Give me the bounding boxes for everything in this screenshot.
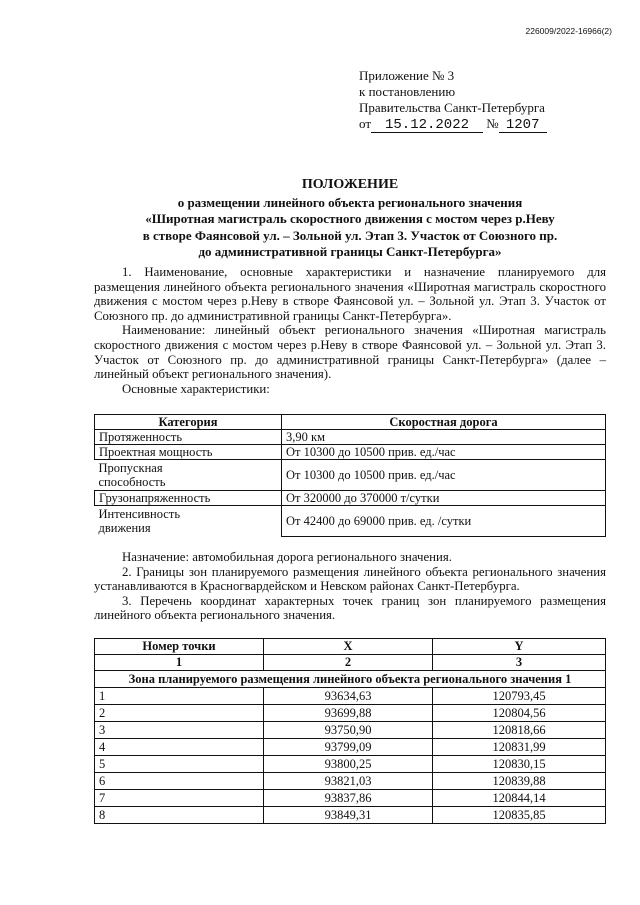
table-row [95, 756, 606, 773]
table-row [95, 430, 606, 445]
resolution-date: 15.12.2022 [371, 118, 483, 133]
paragraph-6: 3. Перечень координат характерных точек границ зон планируемого размещения линейного объекта регионального значения. [94, 593, 606, 623]
point-x: 93799,09 [264, 739, 433, 756]
title-heading: ПОЛОЖЕНИЕ [301, 177, 399, 192]
point-number: 1 [95, 688, 264, 705]
numbering-3: 3 [433, 655, 606, 671]
point-x: 93821,03 [264, 773, 433, 790]
table-row [95, 460, 606, 491]
table-row [95, 722, 606, 739]
document-title [60, 177, 640, 261]
table-row [95, 807, 606, 824]
point-x: 93800,25 [264, 756, 433, 773]
point-y: 120831,99 [433, 739, 606, 756]
title-line-4: до административной границы Санкт-Петербурга» [198, 244, 502, 259]
point-number: 6 [95, 773, 264, 790]
row-value: От 42400 до 69000 прив. ед. /сутки [282, 506, 606, 537]
row-value: От 10300 до 10500 прив. ед./час [282, 445, 606, 460]
row-label: Интенсивность движения [98, 507, 181, 535]
point-y: 120835,85 [433, 807, 606, 824]
point-y: 120804,56 [433, 705, 606, 722]
zone-title: Зона планируемого размещения линейного объекта регионального значения 1 [95, 671, 606, 688]
title-line-1: о размещении линейного объекта регионального значения [177, 194, 523, 210]
point-x: 93634,63 [264, 688, 433, 705]
point-number: 7 [95, 790, 264, 807]
point-number: 2 [95, 705, 264, 722]
paragraph-2: Наименование: линейный объект регионального значения «Широтная магистраль скоростного движения с мостом через р.Неву в створе Фаянсовой ул. – Зольной ул. Этап 3. Участок от Союзного пр. до административной границы Санкт-Петербурга» (далее – линейный объект регионального значения). [94, 323, 606, 382]
header-x: X [264, 639, 433, 655]
row-label: Грузонапряженность [95, 491, 282, 506]
point-x: 93849,31 [264, 807, 433, 824]
number-prefix: № [486, 116, 499, 131]
table-row [95, 506, 606, 537]
header-value: Скоростная дорога [282, 415, 606, 430]
row-value: 3,90 км [282, 430, 606, 445]
paragraph-3: Основные характеристики: [122, 381, 270, 396]
point-x: 93699,88 [264, 705, 433, 722]
title-line-2: «Широтная магистраль скоростного движения с мостом через р.Неву [145, 211, 555, 226]
numbering-2: 2 [264, 655, 433, 671]
header-point-number: Номер точки [95, 639, 264, 655]
point-y: 120830,15 [433, 756, 606, 773]
paragraph-4: Назначение: автомобильная дорога регионального значения. [122, 550, 452, 564]
row-label: Проектная мощность [95, 445, 282, 460]
point-y: 120844,14 [433, 790, 606, 807]
table-row [95, 705, 606, 722]
point-number: 3 [95, 722, 264, 739]
table-row [95, 790, 606, 807]
header-y: Y [433, 639, 606, 655]
numbering-1: 1 [95, 655, 264, 671]
point-y: 120818,66 [433, 722, 606, 739]
document-id: 226009/2022-16966(2) [525, 26, 612, 36]
date-prefix: от [359, 116, 372, 131]
section-2 [94, 550, 606, 623]
point-number: 5 [95, 756, 264, 773]
point-x: 93750,90 [264, 722, 433, 739]
table-row [95, 739, 606, 756]
point-y: 120793,45 [433, 688, 606, 705]
table-row [95, 445, 606, 460]
table-row [95, 688, 606, 705]
appendix-header [359, 68, 547, 133]
characteristics-table [94, 414, 606, 537]
point-x: 93837,86 [264, 790, 433, 807]
row-value: От 320000 до 370000 т/сутки [282, 491, 606, 506]
paragraph-1: 1. Наименование, основные характеристики и назначение планируемого для размещения линейного объекта регионального значения «Широтная магистраль скоростного движения с мостом через р.Неву в створе Фаянсовой ул. – Зольной ул. Этап 3. Участок от Союзного пр. до административной границы Санкт-Петербурга». [94, 265, 606, 323]
coordinates-table [94, 638, 606, 824]
header-category: Категория [95, 415, 282, 430]
appendix-line-2: к постановлению [359, 84, 456, 99]
resolution-number: 1207 [499, 118, 547, 133]
row-label: Пропускная способность [98, 461, 166, 489]
appendix-line-1: Приложение № 3 [359, 68, 455, 83]
table-row [95, 773, 606, 790]
appendix-date-line [359, 116, 547, 133]
paragraph-5: 2. Границы зон планируемого размещения линейного объекта регионального значения устанавливаются в Красногвардейском и Невском районах Санкт-Петербурга. [94, 564, 606, 594]
title-line-3: в створе Фаянсовой ул. – Зольной ул. Этап 3. Участок от Союзного пр. [142, 227, 558, 243]
table-row [95, 491, 606, 506]
section-1 [94, 265, 606, 396]
point-y: 120839,88 [433, 773, 606, 790]
point-number: 8 [95, 807, 264, 824]
row-label: Протяженность [95, 430, 282, 445]
row-value: От 10300 до 10500 прив. ед./час [282, 460, 606, 491]
appendix-line-3: Правительства Санкт-Петербурга [359, 100, 545, 115]
point-number: 4 [95, 739, 264, 756]
